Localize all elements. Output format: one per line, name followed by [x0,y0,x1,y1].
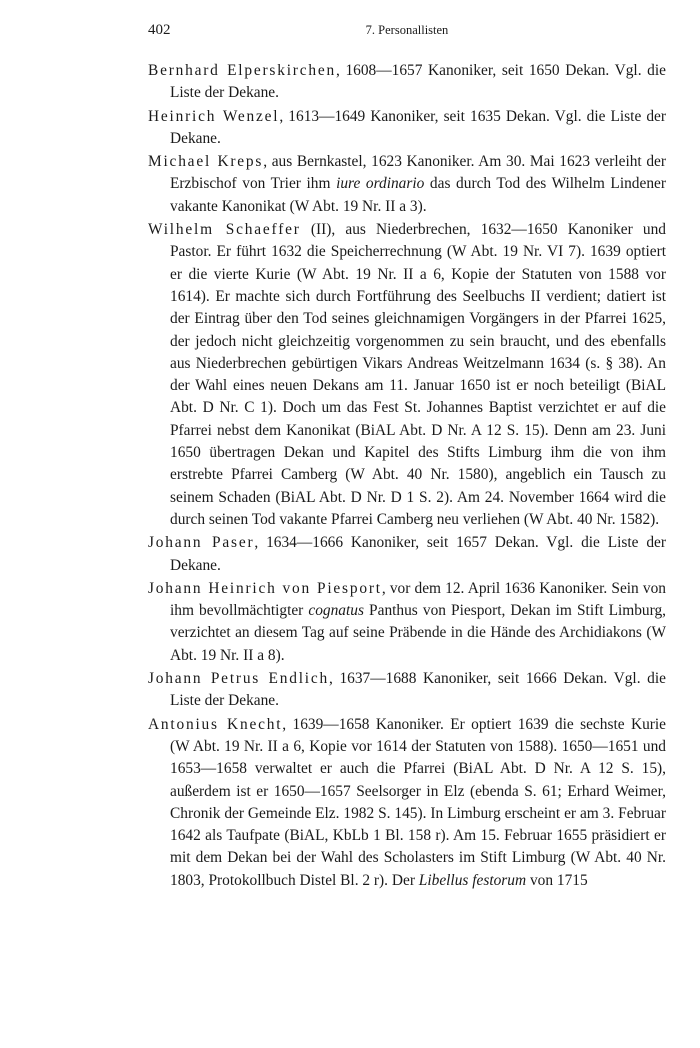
register-entry [148,151,666,218]
entry-text: , 1637—1688 Kanoniker, seit 1666 Dekan. Vgl. die Liste der Dekane. [170,670,666,710]
entry-list [148,60,666,893]
running-head: 7. Personallisten [365,23,449,37]
register-entry [148,532,666,577]
entry-text: von 1715 [526,871,588,889]
person-name: Johann Paser [148,534,255,552]
entry-text: , 1639—1658 Kanoniker. Er optiert 1639 die sechste Kurie (W Abt. 19 Nr. II a 6, Kopie vor 1614 der Statuten von 1588). 1650—1651 und 1653—1658 verwaltet er auch die Pfarrei (BiAL Abt. D Nr. A 12 S. 15), außerdem ist er 1650—1657 Seelsorger in Elz (ebenda S. 61; Erhard Weimer, Chronik der Gemeinde Elz. 1982 S. 145). In Limburg erscheint er am 3. Februar 1642 als Taufpate (BiAL, KbLb 1 Bl. 158 r). Am 15. Februar 1655 präsidiert er mit dem Dekan bei der Wahl des Scholasters im Stift Limburg (W Abt. 40 Nr. 1803, Protokollbuch Distel Bl. 2 r). Der [170,715,666,889]
latin-term: cognatus [308,602,364,620]
entry-text: (II), aus Niederbrechen, 1632—1650 Kanoniker und Pastor. Er führt 1632 die Speicherrechnung (W Abt. 19 Nr. VI 7). 1639 optiert er die vierte Kurie (W Abt. 19 Nr. II a 6, Kopie der Statuten von 1588 vor 1614). Er machte sich durch Fortführung des Seelbuchs II verdient; datiert ist der Eintrag über den Tod seines gleichnamigen Vorgängers in der Pfarrei 1625, der jedoch nicht gleichzeitig vorgenommen zu sein braucht, und des ebenfalls aus Niederbrechen gebürtigen Vikars Andreas Weitzelmann 1634 (s. § 38). An der Wahl eines neuen Dekans am 11. Januar 1650 ist er noch beteiligt (BiAL Abt. D Nr. C 1). Doch um das Fest St. Johannes Baptist verzichtet er auf die Pfarrei nebst dem Kanonikat (BiAL Abt. D Nr. A 12 S. 15). Denn am 23. Juni 1650 übertragen Dekan und Kapitel des Stifts Limburg ihm die von ihm erstrebte Pfarrei Camberg (W Abt. 40 Nr. 1580), angeblich ein Tausch zu seinem Schaden (BiAL Abt. D Nr. D 1 S. 2). Am 24. November 1664 wird die durch seinen Tod vakante Pfarrei Camberg neu verliehen (W Abt. 40 Nr. 1582). [170,221,666,528]
entry-text: , vor dem 12. April 1636 Kanoniker. Sein von ihm bevollmächtigter [170,579,666,620]
entry-text: , 1613—1649 Kanoniker, seit 1635 Dekan. Vgl. die Liste der Dekane. [170,107,666,147]
register-entry [148,578,666,667]
register-entry [148,668,666,713]
latin-term: Libellus festorum [418,871,527,889]
person-name: Johann Petrus Endlich [148,670,329,688]
register-entry [148,106,666,151]
register-entry [148,219,666,531]
entry-text: , 1634—1666 Kanoniker, seit 1657 Dekan. Vgl. die Liste der Dekane. [170,534,666,574]
person-name: Wilhelm Schaeffer [148,221,301,239]
person-name: Antonius Knecht [148,715,283,733]
person-name: Johann Heinrich von Piesport [148,579,382,597]
register-entry [148,60,666,105]
page-header [148,22,666,42]
entry-text: das durch Tod des Wilhelm Lindener vakante Kanonikat (W Abt. 19 Nr. II a 3). [170,175,666,215]
entry-text: , 1608—1657 Kanoniker, seit 1650 Dekan. Vgl. die Liste der Dekane. [170,62,666,102]
person-name: Heinrich Wenzel [148,107,280,125]
person-name: Bernhard Elperskirchen [148,62,336,79]
entry-text: , aus Bernkastel, 1623 Kanoniker. Am 30. Mai 1623 verleiht der Erzbischof von Trier ihm [170,153,666,193]
page-number: 402 [148,22,171,38]
entry-text: Panthus von Piesport, Dekan im Stift Limburg, verzichtet an diesem Tag auf seine Präbende in die Hände des Archidiakons (W Abt. 19 Nr. II a 8). [170,602,666,664]
person-name: Michael Kreps [148,153,264,171]
register-entry [148,714,666,892]
latin-term: iure ordinario [336,175,425,193]
